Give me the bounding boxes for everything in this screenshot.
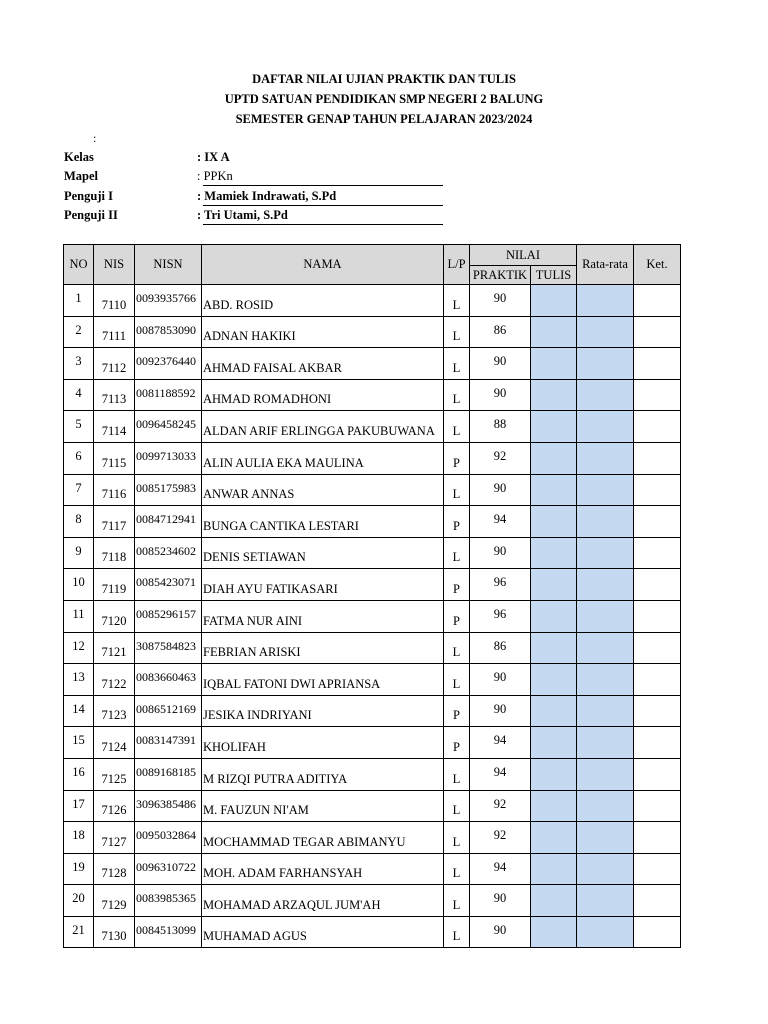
mapel-value: : PPKn (197, 169, 233, 183)
row-praktik-score: 90 (470, 695, 531, 727)
row-number: 12 (64, 632, 94, 664)
row-lp: P (444, 442, 470, 474)
row-number: 19 (64, 853, 94, 885)
row-rata-rata[interactable] (577, 316, 634, 348)
header-nama: NAMA (202, 245, 444, 285)
row-number: 10 (64, 569, 94, 601)
row-rata-rata[interactable] (577, 442, 634, 474)
row-nis: 7118 (94, 537, 135, 569)
row-praktik-score: 94 (470, 506, 531, 538)
row-tulis-score[interactable] (531, 695, 577, 727)
row-nisn: 0081188592 (135, 379, 202, 411)
row-lp: L (444, 885, 470, 917)
row-ket[interactable] (634, 695, 681, 727)
row-nama: FATMA NUR AINI (202, 600, 444, 632)
row-ket[interactable] (634, 600, 681, 632)
row-lp: L (444, 537, 470, 569)
row-rata-rata[interactable] (577, 348, 634, 380)
row-nama: BUNGA CANTIKA LESTARI (202, 506, 444, 538)
row-nisn: 0095032864 (135, 822, 202, 854)
table-row (64, 664, 681, 696)
row-nisn: 0096458245 (135, 411, 202, 443)
row-nis: 7124 (94, 727, 135, 759)
row-ket[interactable] (634, 822, 681, 854)
row-nisn: 0084712941 (135, 506, 202, 538)
row-nis: 7125 (94, 758, 135, 790)
row-tulis-score[interactable] (531, 790, 577, 822)
row-ket[interactable] (634, 569, 681, 601)
row-rata-rata[interactable] (577, 474, 634, 506)
row-tulis-score[interactable] (531, 664, 577, 696)
row-nis: 7130 (94, 916, 135, 948)
row-rata-rata[interactable] (577, 537, 634, 569)
row-tulis-score[interactable] (531, 537, 577, 569)
row-nis: 7114 (94, 411, 135, 443)
row-nama: M RIZQI PUTRA ADITIYA (202, 758, 444, 790)
row-lp: L (444, 348, 470, 380)
header-ket: Ket. (634, 245, 681, 285)
kelas-label: Kelas (64, 150, 94, 164)
row-nama: MOCHAMMAD TEGAR ABIMANYU (202, 822, 444, 854)
row-tulis-score[interactable] (531, 379, 577, 411)
row-rata-rata[interactable] (577, 379, 634, 411)
row-praktik-score: 92 (470, 822, 531, 854)
row-nama: AHMAD ROMADHONI (202, 379, 444, 411)
penguji-2-value: : Tri Utami, S.Pd (197, 208, 288, 222)
table-row (64, 316, 681, 348)
row-ket[interactable] (634, 790, 681, 822)
row-praktik-score: 86 (470, 316, 531, 348)
row-ket[interactable] (634, 506, 681, 538)
row-nis: 7123 (94, 695, 135, 727)
row-lp: P (444, 727, 470, 759)
row-number: 17 (64, 790, 94, 822)
stray-colon: : (93, 131, 97, 145)
row-number: 4 (64, 379, 94, 411)
row-nama: M. FAUZUN NI'AM (202, 790, 444, 822)
row-praktik-score: 94 (470, 758, 531, 790)
header-nilai: NILAI (470, 245, 577, 266)
row-nama: MOHAMAD ARZAQUL JUM'AH (202, 885, 444, 917)
table-row (64, 379, 681, 411)
row-ket[interactable] (634, 474, 681, 506)
row-lp: P (444, 569, 470, 601)
row-lp: P (444, 695, 470, 727)
row-praktik-score: 90 (470, 537, 531, 569)
row-praktik-score: 90 (470, 664, 531, 696)
row-praktik-score: 94 (470, 727, 531, 759)
mapel-underline (203, 185, 443, 186)
row-ket[interactable] (634, 348, 681, 380)
row-lp: P (444, 506, 470, 538)
row-nisn: 0087853090 (135, 316, 202, 348)
row-tulis-score[interactable] (531, 822, 577, 854)
row-number: 18 (64, 822, 94, 854)
row-rata-rata[interactable] (577, 885, 634, 917)
document-title-line-3: SEMESTER GENAP TAHUN PELAJARAN 2023/2024 (235, 112, 533, 126)
row-tulis-score[interactable] (531, 411, 577, 443)
table-row (64, 916, 681, 948)
row-praktik-score: 90 (470, 474, 531, 506)
table-row (64, 853, 681, 885)
table-row (64, 506, 681, 538)
row-ket[interactable] (634, 632, 681, 664)
row-nama: MUHAMAD AGUS (202, 916, 444, 948)
table-row (64, 474, 681, 506)
row-nama: ABD. ROSID (202, 285, 444, 317)
row-rata-rata[interactable] (577, 569, 634, 601)
row-number: 21 (64, 916, 94, 948)
table-row (64, 758, 681, 790)
kelas-value: : IX A (197, 150, 230, 164)
table-row (64, 348, 681, 380)
row-tulis-score[interactable] (531, 348, 577, 380)
table-row (64, 600, 681, 632)
row-nisn: 0092376440 (135, 348, 202, 380)
row-rata-rata[interactable] (577, 411, 634, 443)
row-nisn: 0083660463 (135, 664, 202, 696)
row-number: 2 (64, 316, 94, 348)
row-praktik-score: 94 (470, 853, 531, 885)
row-tulis-score[interactable] (531, 916, 577, 948)
row-praktik-score: 96 (470, 600, 531, 632)
row-lp: L (444, 316, 470, 348)
row-rata-rata[interactable] (577, 790, 634, 822)
row-rata-rata[interactable] (577, 600, 634, 632)
row-tulis-score[interactable] (531, 758, 577, 790)
row-lp: L (444, 474, 470, 506)
row-nis: 7121 (94, 632, 135, 664)
row-praktik-score: 88 (470, 411, 531, 443)
row-lp: P (444, 600, 470, 632)
row-tulis-score[interactable] (531, 569, 577, 601)
row-rata-rata[interactable] (577, 695, 634, 727)
row-ket[interactable] (634, 316, 681, 348)
row-number: 15 (64, 727, 94, 759)
table-row (64, 790, 681, 822)
header-no: NO (64, 245, 94, 285)
row-nis: 7122 (94, 664, 135, 696)
row-praktik-score: 90 (470, 885, 531, 917)
table-row (64, 411, 681, 443)
row-ket[interactable] (634, 442, 681, 474)
row-nis: 7117 (94, 506, 135, 538)
row-nisn: 0086512169 (135, 695, 202, 727)
row-nis: 7112 (94, 348, 135, 380)
table-row (64, 822, 681, 854)
row-nama: MOH. ADAM FARHANSYAH (202, 853, 444, 885)
row-rata-rata[interactable] (577, 506, 634, 538)
row-lp: L (444, 790, 470, 822)
row-number: 1 (64, 285, 94, 317)
row-nis: 7110 (94, 285, 135, 317)
row-nama: FEBRIAN ARISKI (202, 632, 444, 664)
row-nama: IQBAL FATONI DWI APRIANSA (202, 664, 444, 696)
row-number: 16 (64, 758, 94, 790)
table-row (64, 569, 681, 601)
row-ket[interactable] (634, 885, 681, 917)
header-nisn: NISN (135, 245, 202, 285)
row-nama: DIAH AYU FATIKASARI (202, 569, 444, 601)
table-row (64, 537, 681, 569)
row-nisn: 0085423071 (135, 569, 202, 601)
row-tulis-score[interactable] (531, 442, 577, 474)
row-nisn: 0083985365 (135, 885, 202, 917)
row-tulis-score[interactable] (531, 853, 577, 885)
row-praktik-score: 92 (470, 442, 531, 474)
row-number: 7 (64, 474, 94, 506)
row-number: 9 (64, 537, 94, 569)
row-ket[interactable] (634, 853, 681, 885)
row-number: 20 (64, 885, 94, 917)
row-lp: L (444, 632, 470, 664)
row-ket[interactable] (634, 664, 681, 696)
row-number: 8 (64, 506, 94, 538)
row-nis: 7128 (94, 853, 135, 885)
row-lp: L (444, 758, 470, 790)
row-nisn: 0099713033 (135, 442, 202, 474)
row-ket[interactable] (634, 285, 681, 317)
row-tulis-score[interactable] (531, 632, 577, 664)
row-lp: L (444, 411, 470, 443)
row-number: 14 (64, 695, 94, 727)
row-praktik-score: 90 (470, 285, 531, 317)
row-praktik-score: 86 (470, 632, 531, 664)
row-ket[interactable] (634, 411, 681, 443)
row-number: 11 (64, 600, 94, 632)
row-nisn: 0085175983 (135, 474, 202, 506)
row-rata-rata[interactable] (577, 758, 634, 790)
row-tulis-score[interactable] (531, 474, 577, 506)
row-nis: 7129 (94, 885, 135, 917)
header-lp: L/P (444, 245, 470, 285)
row-tulis-score[interactable] (531, 285, 577, 317)
row-nisn: 0084513099 (135, 916, 202, 948)
row-rata-rata[interactable] (577, 664, 634, 696)
table-row (64, 885, 681, 917)
row-rata-rata[interactable] (577, 632, 634, 664)
document-title-line-2: UPTD SATUAN PENDIDIKAN SMP NEGERI 2 BALUNG (224, 92, 544, 106)
row-nis: 7127 (94, 822, 135, 854)
penguji-2-label: Penguji II (64, 208, 118, 222)
row-ket[interactable] (634, 537, 681, 569)
header-rata-rata: Rata-rata (577, 245, 634, 285)
table-row (64, 285, 681, 317)
row-lp: L (444, 822, 470, 854)
row-number: 3 (64, 348, 94, 380)
row-praktik-score: 96 (470, 569, 531, 601)
header-nis: NIS (94, 245, 135, 285)
row-number: 5 (64, 411, 94, 443)
header-tulis: TULIS (531, 266, 577, 285)
row-nama: ADNAN HAKIKI (202, 316, 444, 348)
row-nama: DENIS SETIAWAN (202, 537, 444, 569)
row-nis: 7116 (94, 474, 135, 506)
row-lp: L (444, 664, 470, 696)
grades-table (63, 244, 681, 948)
row-nisn: 3087584823 (135, 632, 202, 664)
row-nama: ALDAN ARIF ERLINGGA PAKUBUWANA (202, 411, 444, 443)
row-rata-rata[interactable] (577, 285, 634, 317)
row-rata-rata[interactable] (577, 727, 634, 759)
row-nisn: 0085296157 (135, 600, 202, 632)
document-title-line-1: DAFTAR NILAI UJIAN PRAKTIK DAN TULIS (252, 72, 516, 86)
row-tulis-score[interactable] (531, 727, 577, 759)
penguji-1-underline (203, 205, 443, 206)
row-ket[interactable] (634, 916, 681, 948)
row-praktik-score: 90 (470, 348, 531, 380)
row-nama: AHMAD FAISAL AKBAR (202, 348, 444, 380)
row-tulis-score[interactable] (531, 316, 577, 348)
row-nama: KHOLIFAH (202, 727, 444, 759)
table-row (64, 695, 681, 727)
row-nisn: 0096310722 (135, 853, 202, 885)
row-number: 13 (64, 664, 94, 696)
table-row (64, 727, 681, 759)
mapel-label: Mapel (64, 169, 99, 183)
row-nisn: 3096385486 (135, 790, 202, 822)
row-rata-rata[interactable] (577, 853, 634, 885)
row-nama: JESIKA INDRIYANI (202, 695, 444, 727)
row-tulis-score[interactable] (531, 885, 577, 917)
row-nisn: 0093935766 (135, 285, 202, 317)
row-nisn: 0089168185 (135, 758, 202, 790)
row-praktik-score: 92 (470, 790, 531, 822)
row-ket[interactable] (634, 758, 681, 790)
row-nis: 7111 (94, 316, 135, 348)
row-nisn: 0083147391 (135, 727, 202, 759)
penguji-1-label: Penguji I (64, 189, 113, 203)
row-ket[interactable] (634, 727, 681, 759)
row-praktik-score: 90 (470, 916, 531, 948)
row-nama: ALIN AULIA EKA MAULINA (202, 442, 444, 474)
row-tulis-score[interactable] (531, 506, 577, 538)
row-rata-rata[interactable] (577, 822, 634, 854)
table-row (64, 442, 681, 474)
row-nis: 7119 (94, 569, 135, 601)
row-lp: L (444, 379, 470, 411)
row-ket[interactable] (634, 379, 681, 411)
row-nis: 7120 (94, 600, 135, 632)
penguji-2-underline (203, 224, 443, 225)
row-lp: L (444, 285, 470, 317)
row-rata-rata[interactable] (577, 916, 634, 948)
penguji-1-value: : Mamiek Indrawati, S.Pd (197, 189, 337, 203)
row-tulis-score[interactable] (531, 600, 577, 632)
row-number: 6 (64, 442, 94, 474)
row-nama: ANWAR ANNAS (202, 474, 444, 506)
table-row (64, 632, 681, 664)
row-lp: L (444, 916, 470, 948)
row-nis: 7115 (94, 442, 135, 474)
row-nis: 7113 (94, 379, 135, 411)
header-praktik: PRAKTIK (470, 266, 531, 285)
row-nis: 7126 (94, 790, 135, 822)
row-praktik-score: 90 (470, 379, 531, 411)
row-lp: L (444, 853, 470, 885)
row-nisn: 0085234602 (135, 537, 202, 569)
